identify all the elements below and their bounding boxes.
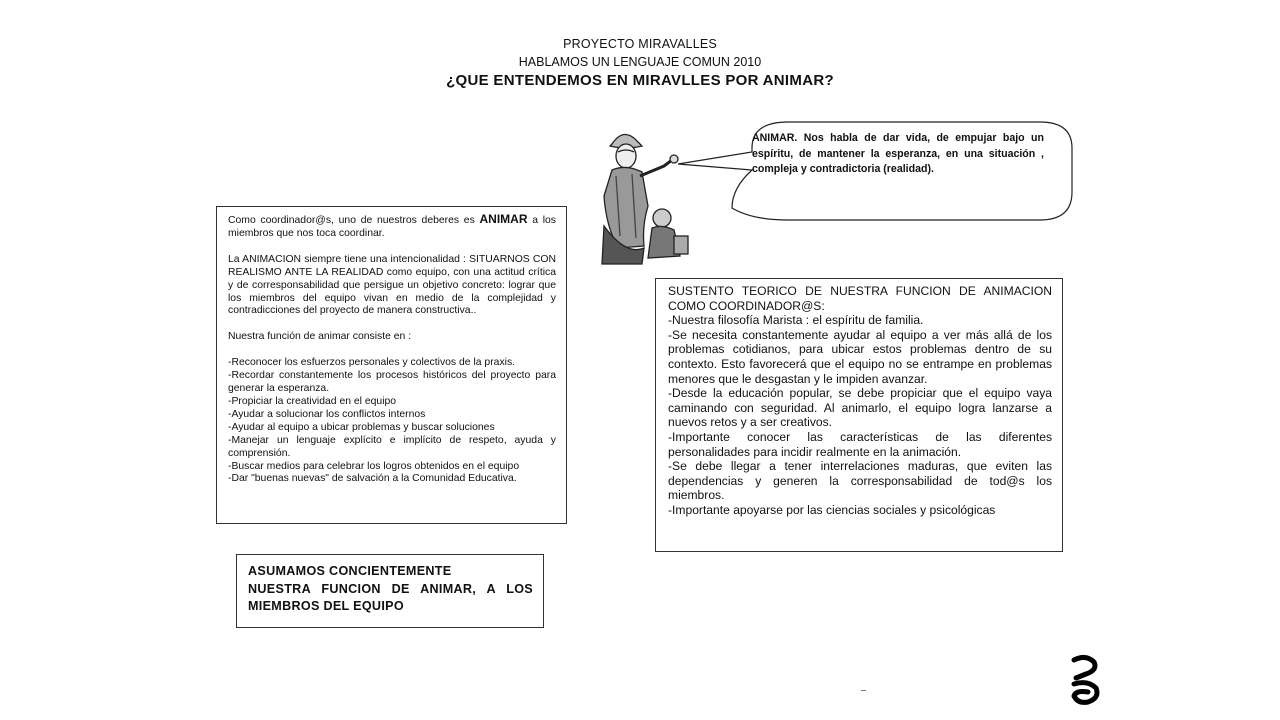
bubble-definition: . Nos habla de dar vida, de empujar bajo un espíritu, de mantener la esperanza, en una situación , compleja y contradictoria (realidad). (752, 132, 1044, 175)
theory-heading: SUSTENTO TEORICO DE NUESTRA FUNCION DE ANIMACION COMO COORDINADOR@S: (668, 284, 1052, 313)
conclusion-box (236, 554, 544, 628)
list-item: -Importante conocer las características de las diferentes personalidades para incidir realmente en la animación. (668, 429, 1052, 459)
list-item: -Importante apoyarse por las ciencias sociales y psicológicas (668, 502, 996, 517)
animation-paragraph: La ANIMACION siempre tiene una intencionalidad : SITUARNOS CON REALISMO ANTE LA REALIDAD como equipo, con una actitud crítica y de corresponsabilidad que persigue un objetivo concreto: lograr que los miembros del equipo vivan en medio de la complejidad y contradicciones del proyecto de manera constructiva.. (228, 253, 556, 317)
left-textbox (216, 206, 567, 524)
handwritten-page-number (1064, 652, 1108, 708)
list-item: -Ayudar a solucionar los conflictos internos (228, 408, 426, 420)
intro-paragraph (228, 213, 556, 241)
list-item: -Dar "buenas nuevas" de salvación a la Comunidad Educativa. (228, 473, 517, 485)
list-item: -Ayudar al equipo a ubicar problemas y buscar soluciones (228, 421, 495, 433)
list-item: -Propiciar la creatividad en el equipo (228, 395, 397, 407)
list-item: -Manejar un lenguaje explícito e implícito de respeto, ayuda y comprensión. (228, 434, 556, 459)
header-line-1: PROYECTO MIRAVALLES (563, 37, 717, 51)
function-heading: Nuestra función de animar consiste en : (228, 331, 412, 343)
list-item: -Se necesita constantemente ayudar al equipo a ver más allá de los problemas cotidianos, para ubicar estos problemas dentro de su contexto. Esto favorecerá que el equipo no se entrampe en problemas menores que le desgastan y le impiden avanzar. (668, 327, 1052, 386)
conclusion-line-3: MIEMBROS DEL EQUIPO (248, 599, 404, 613)
list-item: -Nuestra filosofía Marista : el espíritu de familia. (668, 313, 924, 328)
header-line-2: HABLAMOS UN LENGUAJE COMUN 2010 (518, 55, 762, 69)
animar-emphasis: ANIMAR (479, 212, 528, 226)
list-item: -Recordar constantemente los procesos históricos del proyecto para generar la esperanza. (228, 370, 556, 395)
bubble-term: ANIMAR (752, 132, 795, 144)
intro-text-end: a los miembros que nos toca coordinar. (228, 215, 556, 239)
page-title: ¿QUE ENTENDEMOS EN MIRAVLLES POR ANIMAR? (446, 72, 834, 89)
list-item: -Se debe llegar a tener interrelaciones maduras, que eviten las dependencias y generen la corresponsabilidad de tod@s los miembros. (668, 459, 1052, 503)
conclusion-line-2: NUESTRA FUNCION DE ANIMAR, A LOS (248, 581, 533, 596)
list-item: -Buscar medios para celebrar los logros obtenidos en el equipo (228, 460, 520, 472)
list-item: -Reconocer los esfuerzos personales y colectivos de la praxis. (228, 357, 516, 369)
bubble-text (752, 131, 1044, 178)
right-textbox (655, 278, 1063, 552)
scan-speck (861, 690, 866, 691)
intro-text: Como coordinador@s, uno de nuestros deberes es (228, 215, 480, 226)
list-item: -Desde la educación popular, se debe propiciar que el equipo vaya caminando con seguridad. Al animarlo, el equipo logra lanzarse a nuevos retos y a ser creativos. (668, 386, 1052, 430)
conclusion-line-1: ASUMAMOS CONCIENTEMENTE (248, 564, 452, 578)
